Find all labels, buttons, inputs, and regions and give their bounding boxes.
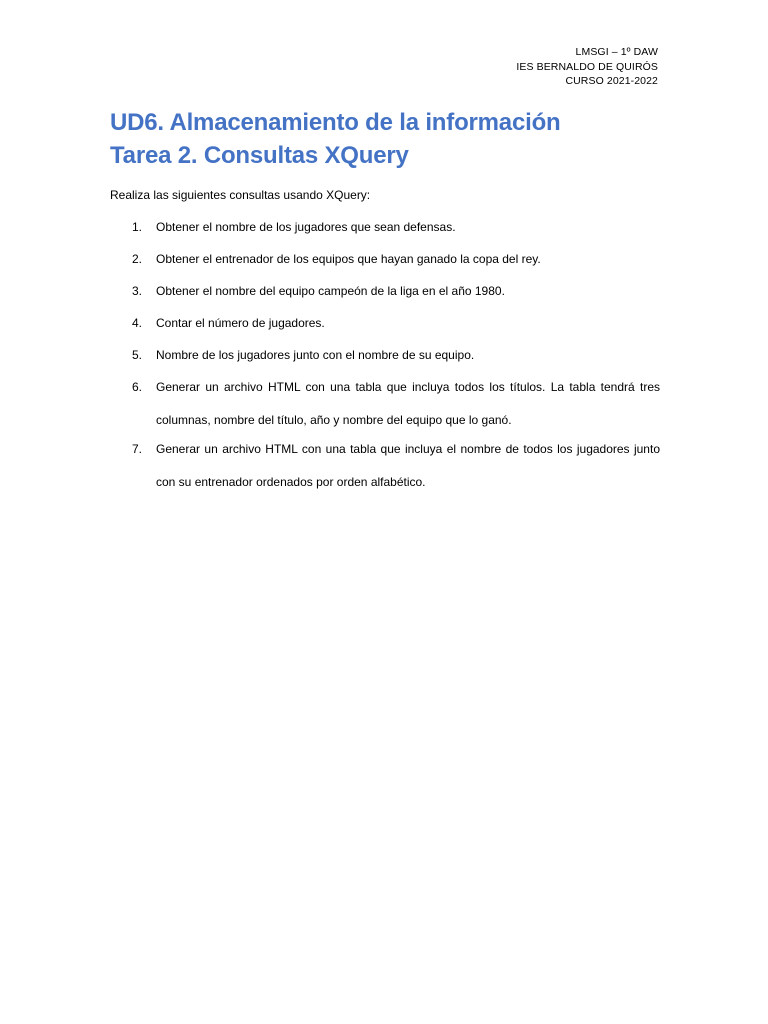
list-item-text: Obtener el nombre del equipo campeón de la liga en el año 1980. (156, 284, 505, 298)
list-item-text: Obtener el nombre de los jugadores que sean defensas. (156, 220, 456, 234)
list-item-text: Obtener el entrenador de los equipos que hayan ganado la copa del rey. (156, 252, 541, 266)
page-header (516, 45, 658, 89)
list-item-number: 3. (132, 284, 143, 298)
list-item (110, 251, 660, 268)
list-item-number: 5. (132, 348, 143, 362)
list-item (110, 371, 660, 437)
list-item-text: Contar el número de jugadores. (156, 316, 325, 330)
title-task: Tarea 2. Consultas XQuery (110, 142, 409, 169)
list-item-number: 2. (132, 252, 143, 266)
header-course-code: LMSGI – 1º DAW (575, 46, 658, 58)
list-item-text: Nombre de los jugadores junto con el nombre de su equipo. (156, 348, 475, 362)
list-item (110, 283, 660, 300)
list-item (110, 219, 660, 236)
list-item-number: 1. (132, 220, 143, 234)
document-title (110, 106, 670, 172)
list-item (110, 347, 660, 364)
list-item (110, 315, 660, 332)
header-school-year: CURSO 2021-2022 (565, 75, 658, 87)
list-item-text: Generar un archivo HTML con una tabla que incluya el nombre de todos los jugadores junto con su entrenador ordenados por orden alfabético. (156, 442, 660, 489)
title-unit: UD6. Almacenamiento de la información (110, 109, 561, 136)
task-list (110, 219, 660, 503)
list-item (110, 433, 660, 499)
header-school-name: IES BERNALDO DE QUIRÓS (516, 60, 658, 73)
intro-text: Realiza las siguientes consultas usando XQuery: (110, 188, 371, 202)
list-item-text: Generar un archivo HTML con una tabla que incluya todos los títulos. La tabla tendrá tres columnas, nombre del título, año y nombre del equipo que lo ganó. (156, 380, 660, 427)
list-item-number: 4. (132, 316, 143, 330)
list-item-number: 6. (132, 380, 143, 394)
list-item-number: 7. (132, 442, 143, 456)
